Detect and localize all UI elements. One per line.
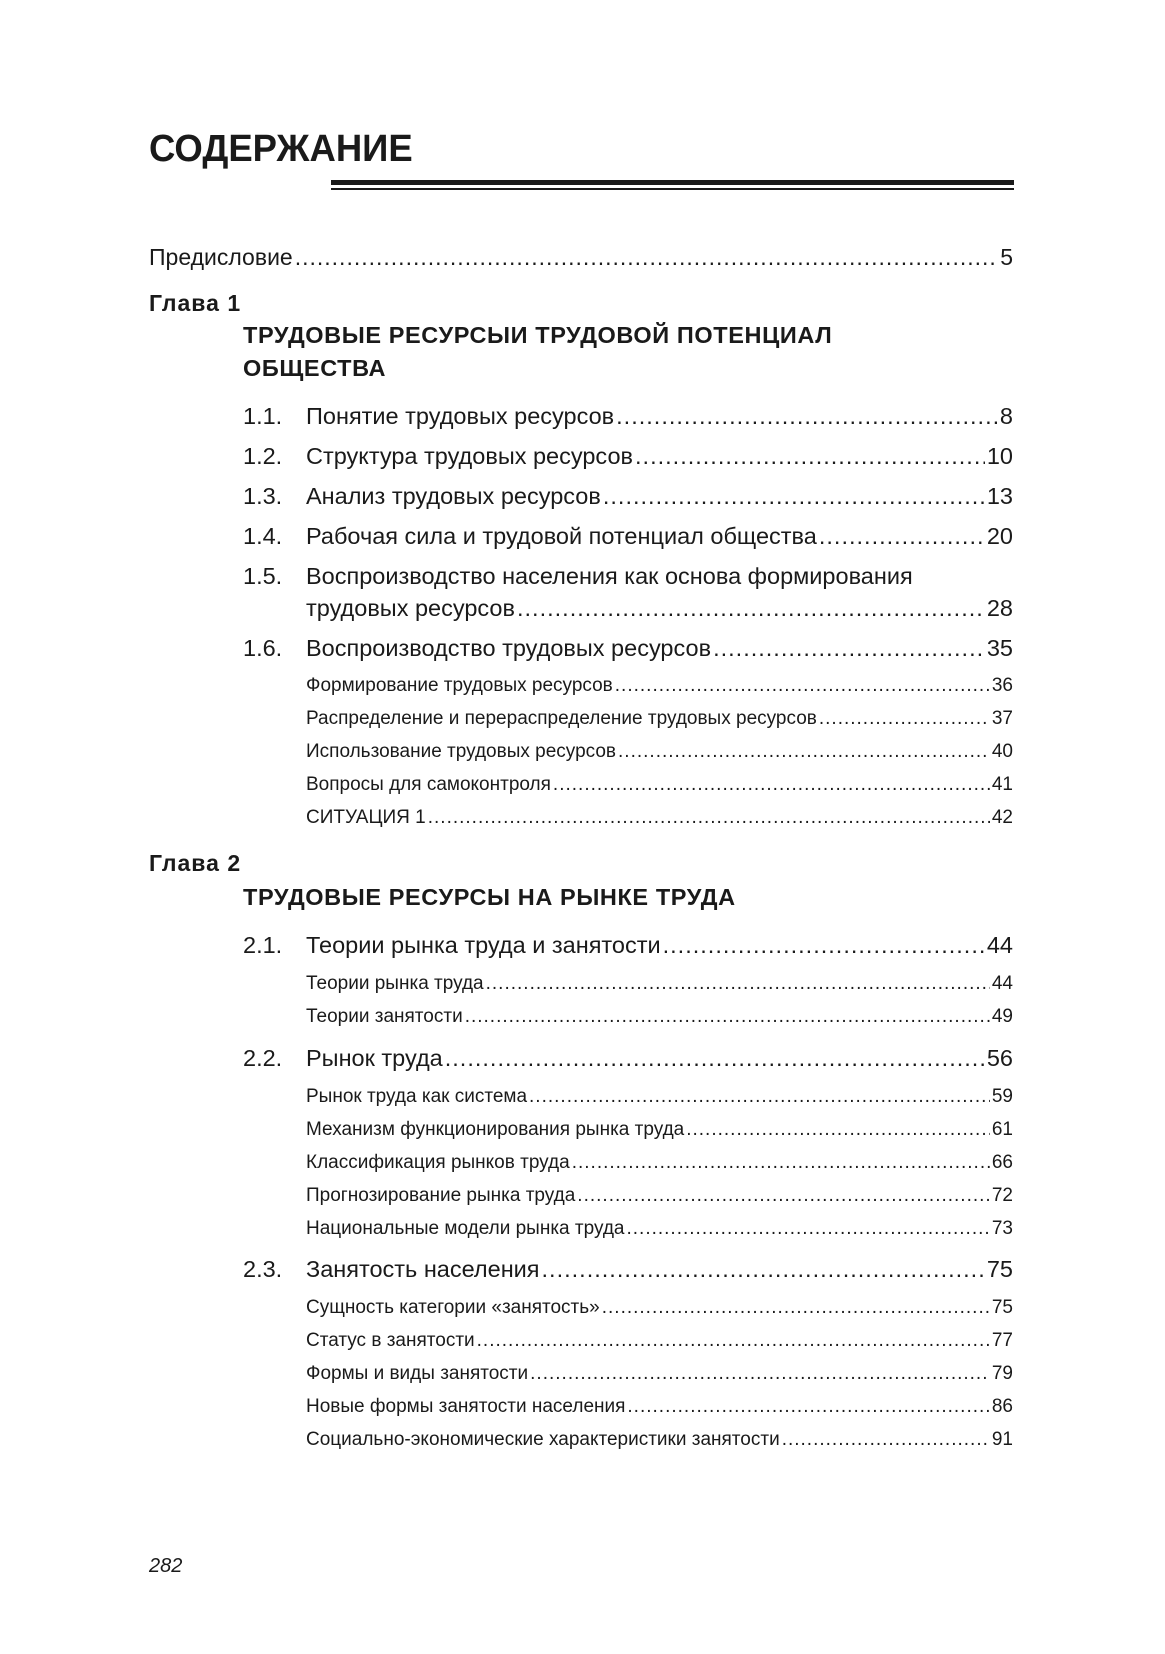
section-page: 8	[999, 403, 1013, 429]
dot-leader	[477, 1330, 990, 1352]
dot-leader	[603, 483, 985, 510]
dot-leader	[782, 1429, 990, 1451]
dot-leader	[572, 1152, 990, 1174]
dot-leader	[819, 523, 985, 550]
toc-subsection[interactable]	[306, 1185, 1013, 1207]
subsection-title: Механизм функционирования рынка труда	[306, 1119, 685, 1140]
section-title: Воспроизводство трудовых ресурсов	[306, 635, 712, 661]
subsection-title: Статус в занятости	[306, 1330, 475, 1351]
toc-section-2-3[interactable]	[243, 1256, 1013, 1283]
section-number: 2.2.	[243, 1045, 283, 1071]
subsection-title: Теории рынка труда	[306, 973, 484, 994]
toc-section-1-3[interactable]	[243, 483, 1013, 510]
chapter-2-title: ТРУДОВЫЕ РЕСУРСЫ НА РЫНКЕ ТРУДА	[243, 884, 736, 910]
subsection-page: 36	[991, 675, 1013, 696]
toc-subsection[interactable]	[306, 774, 1013, 796]
section-number: 1.1.	[243, 403, 283, 429]
subsection-page: 61	[991, 1119, 1013, 1140]
dot-leader	[428, 807, 990, 829]
section-page: 13	[986, 483, 1013, 509]
dot-leader	[530, 1363, 990, 1385]
toc-section-1-2[interactable]	[243, 443, 1013, 470]
subsection-title: Сущность категории «занятость»	[306, 1297, 600, 1318]
subsection-page: 79	[991, 1363, 1013, 1384]
subsection-page: 42	[991, 807, 1013, 828]
dot-leader	[542, 1256, 985, 1283]
section-title: Рабочая сила и трудовой потенциал общества	[306, 523, 817, 549]
subsection-page: 75	[991, 1297, 1013, 1318]
toc-subsection[interactable]	[306, 675, 1013, 697]
toc-subsection[interactable]	[306, 1119, 1013, 1141]
dot-leader	[486, 973, 990, 995]
toc-subsection[interactable]	[306, 1429, 1013, 1451]
toc-section-1-6[interactable]	[243, 635, 1013, 662]
subsection-title: Вопросы для самоконтроля	[306, 774, 551, 795]
section-title: Понятие трудовых ресурсов	[306, 403, 615, 429]
dot-leader	[465, 1006, 990, 1028]
chapter-1-title-line-1: ТРУДОВЫЕ РЕСУРСЫИ ТРУДОВОЙ ПОТЕНЦИАЛ	[243, 322, 833, 348]
toc-subsection[interactable]	[306, 1006, 1013, 1028]
section-page: 28	[986, 595, 1013, 621]
subsection-title: Рынок труда как система	[306, 1086, 528, 1107]
section-number: 1.2.	[243, 443, 283, 469]
subsection-title: Новые формы занятости населения	[306, 1396, 626, 1417]
dot-leader	[602, 1297, 990, 1319]
dot-leader	[517, 595, 985, 622]
dot-leader	[635, 443, 985, 470]
toc-subsection[interactable]	[306, 1152, 1013, 1174]
dot-leader	[577, 1185, 990, 1207]
subsection-title: Национальные модели рынка труда	[306, 1218, 625, 1239]
section-page: 20	[986, 523, 1013, 549]
toc-entry-preface[interactable]	[149, 244, 1013, 271]
section-title: Структура трудовых ресурсов	[306, 443, 634, 469]
section-title: Анализ трудовых ресурсов	[306, 483, 601, 509]
dot-leader	[529, 1086, 990, 1108]
subsection-title: Прогнозирование рынка труда	[306, 1185, 576, 1206]
toc-subsection[interactable]	[306, 1086, 1013, 1108]
subsection-page: 86	[991, 1396, 1013, 1417]
dot-leader	[295, 244, 998, 271]
toc-section-1-5[interactable]	[306, 595, 1013, 622]
subsection-page: 49	[991, 1006, 1013, 1027]
toc-subsection[interactable]	[306, 1363, 1013, 1385]
subsection-title: Классификация рынков труда	[306, 1152, 570, 1173]
toc-section-1-4[interactable]	[243, 523, 1013, 550]
section-number: 1.3.	[243, 483, 283, 509]
subsection-page: 44	[991, 973, 1013, 994]
subsection-title: Распределение и перераспределение трудовых ресурсов	[306, 708, 817, 729]
toc-section-2-1[interactable]	[243, 932, 1013, 959]
subsection-title: Формирование трудовых ресурсов	[306, 675, 613, 696]
dot-leader	[626, 1218, 989, 1240]
toc-subsection[interactable]	[306, 1396, 1013, 1418]
subsection-title: СИТУАЦИЯ 1	[306, 807, 426, 828]
dot-leader	[616, 403, 998, 430]
subsection-page: 66	[991, 1152, 1013, 1173]
page-number: 282	[149, 1555, 183, 1577]
dot-leader	[713, 635, 985, 662]
toc-subsection[interactable]	[306, 741, 1013, 763]
dot-leader	[819, 708, 990, 730]
toc-section-2-2[interactable]	[243, 1045, 1013, 1072]
section-number: 2.3.	[243, 1256, 283, 1282]
section-number: 1.4.	[243, 523, 283, 549]
dot-leader	[445, 1045, 985, 1072]
subsection-page: 72	[991, 1185, 1013, 1206]
subsection-title: Использование трудовых ресурсов	[306, 741, 617, 762]
subsection-page: 41	[991, 774, 1013, 795]
toc-subsection[interactable]	[306, 1297, 1013, 1319]
chapter-1-label: Глава 1	[149, 290, 242, 316]
section-number: 2.1.	[243, 932, 283, 958]
dot-leader	[663, 932, 985, 959]
dot-leader	[627, 1396, 989, 1418]
toc-subsection[interactable]	[306, 1218, 1013, 1240]
toc-section-1-1[interactable]	[243, 403, 1013, 430]
subsection-page: 40	[991, 741, 1013, 762]
subsection-page: 77	[991, 1330, 1013, 1351]
subsection-title: Формы и виды занятости	[306, 1363, 529, 1384]
dot-leader	[686, 1119, 990, 1141]
section-page: 44	[986, 932, 1013, 958]
subsection-page: 37	[991, 708, 1013, 729]
subsection-page: 73	[991, 1218, 1013, 1239]
chapter-2-label: Глава 2	[149, 850, 242, 876]
toc-subsection[interactable]	[306, 1330, 1013, 1352]
section-title: Рынок труда	[306, 1045, 443, 1071]
toc-entry-page: 5	[1000, 244, 1013, 270]
subsection-page: 59	[991, 1086, 1013, 1107]
section-title-line-1[interactable]: Воспроизводство населения как основа формирования	[306, 563, 913, 589]
subsection-title: Социально-экономические характеристики занятости	[306, 1429, 780, 1450]
subsection-page: 91	[991, 1429, 1013, 1450]
chapter-1-title-line-2: ОБЩЕСТВА	[243, 355, 387, 381]
dot-leader	[615, 675, 990, 697]
dot-leader	[618, 741, 990, 763]
section-number: 1.5.	[243, 563, 283, 589]
toc-entry-title: Предисловие	[149, 244, 293, 270]
subsection-title: Теории занятости	[306, 1006, 463, 1027]
section-title-line-2: трудовых ресурсов	[306, 595, 515, 621]
toc-subsection[interactable]	[306, 973, 1013, 995]
toc-subsection[interactable]	[306, 807, 1013, 829]
section-title: Теории рынка труда и занятости	[306, 932, 661, 958]
toc-subsection[interactable]	[306, 708, 1013, 730]
section-title: Занятость населения	[306, 1256, 540, 1282]
section-page: 10	[986, 443, 1013, 469]
section-number: 1.6.	[243, 635, 283, 661]
dot-leader	[553, 774, 990, 796]
page-title: СОДЕРЖАНИЕ	[149, 128, 413, 170]
section-page: 56	[986, 1045, 1013, 1071]
section-page: 75	[986, 1256, 1013, 1282]
section-page: 35	[986, 635, 1013, 661]
